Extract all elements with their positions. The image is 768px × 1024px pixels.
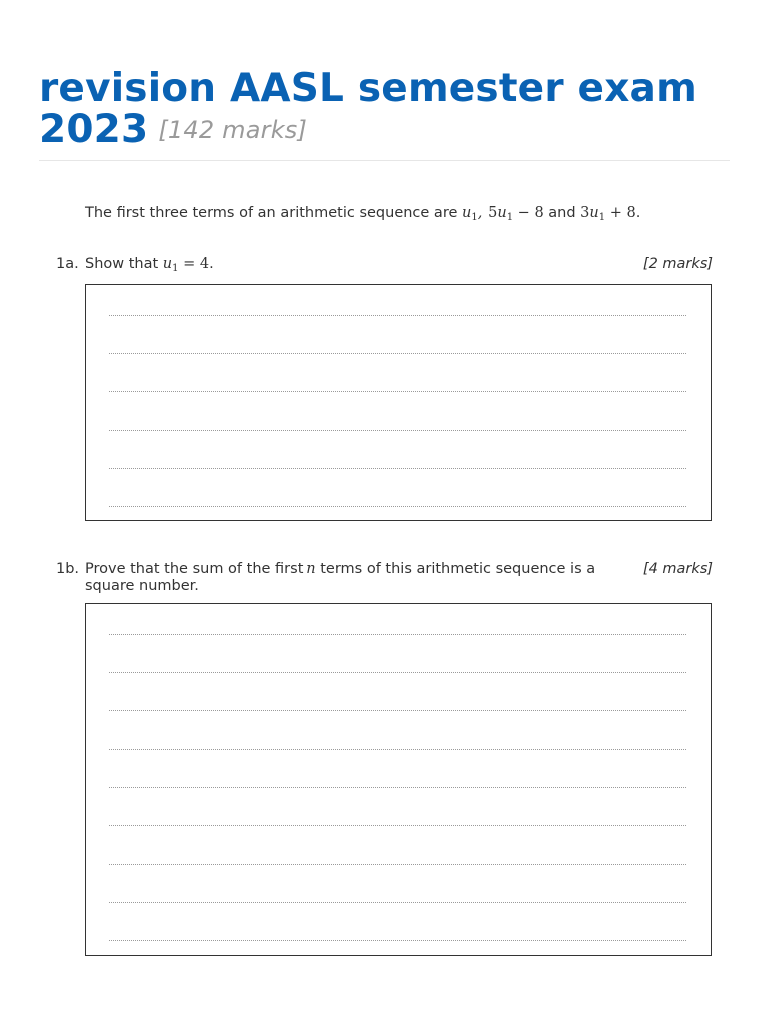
question-marks-1b: [4 marks]	[642, 561, 713, 577]
answer-line	[109, 787, 686, 788]
question-1a-suffix: .	[209, 256, 214, 272]
math-n: n	[303, 561, 316, 577]
title-line-2	[39, 109, 729, 151]
answer-line	[109, 506, 686, 507]
answer-line	[109, 430, 686, 431]
answer-box-1a[interactable]	[85, 284, 712, 521]
exam-title	[39, 68, 729, 151]
answer-line	[109, 749, 686, 750]
stem-joiner: and	[543, 205, 581, 221]
title-divider	[39, 160, 730, 161]
math-5u1-minus-8: $5u_1 - 8$	[488, 205, 544, 223]
stem-suffix: .	[635, 205, 641, 221]
question-number-1b: 1b.	[56, 561, 80, 577]
question-stem	[85, 205, 640, 223]
answer-line	[109, 353, 686, 354]
answer-line	[109, 710, 686, 711]
answer-line	[109, 864, 686, 865]
answer-line	[109, 902, 686, 903]
answer-line	[109, 672, 686, 673]
math-u1-equals-4: $u_1 = 4$	[162, 256, 210, 274]
question-text-1a	[85, 256, 625, 277]
question-number-1a: 1a.	[56, 256, 79, 272]
title-year: 2023	[39, 107, 149, 152]
question-marks-1a: [2 marks]	[642, 256, 713, 272]
answer-line	[109, 634, 686, 635]
answer-line	[109, 315, 686, 316]
question-1b-suffix: terms of this arithmetic sequence is a square number.	[85, 561, 596, 594]
math-u1: $u_1$,	[462, 205, 489, 223]
answer-line	[109, 391, 686, 392]
math-3u1-plus-8: $3u_1 + 8$	[580, 205, 636, 223]
question-text-1b	[85, 561, 625, 595]
answer-line	[109, 468, 686, 469]
answer-line	[109, 825, 686, 826]
answer-box-1b[interactable]	[85, 603, 712, 956]
answer-line	[109, 940, 686, 941]
title-line-1: revision AASL semester exam	[39, 66, 697, 111]
total-marks: [142 marks]	[158, 116, 308, 144]
stem-prefix: The first three terms of an arithmetic sequence are	[85, 205, 462, 221]
question-1b-prefix: Prove that the sum of the first	[85, 561, 304, 577]
question-1a-prefix: Show that	[85, 256, 163, 272]
